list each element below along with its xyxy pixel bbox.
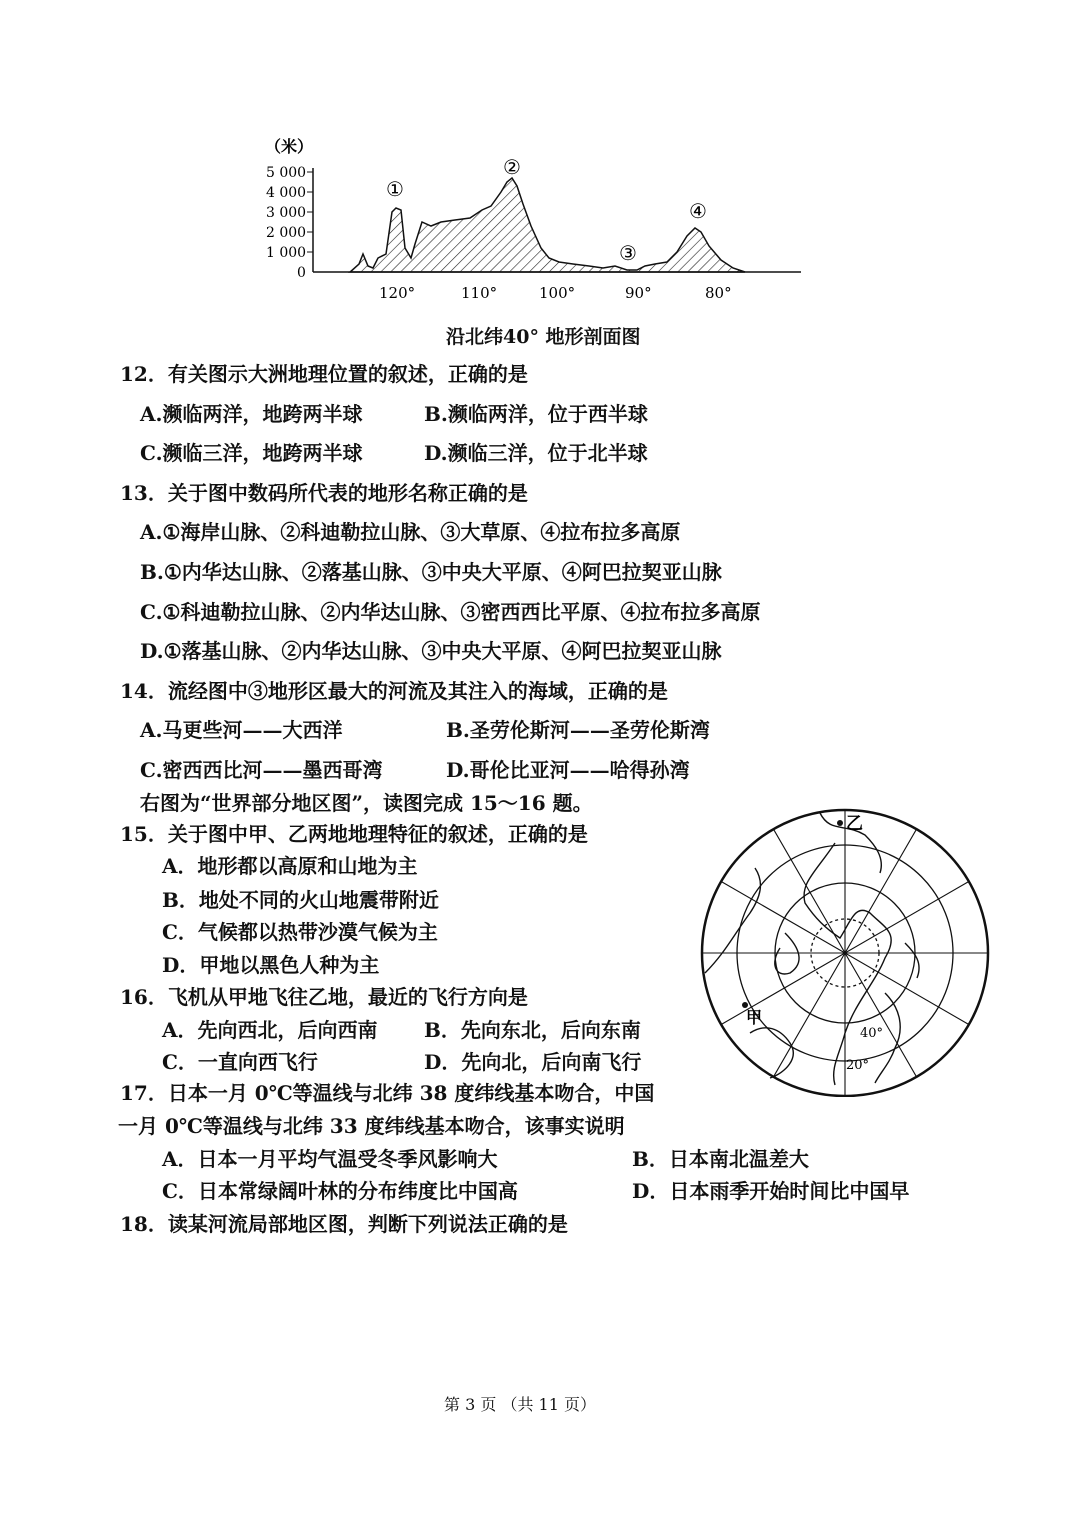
q14-option-c: C.密西西比河——墨西哥湾 xyxy=(140,758,383,782)
x-tick-label: 100° xyxy=(539,284,576,302)
q15-option-d: D．甲地以黑色人种为主 xyxy=(162,953,380,977)
x-tick-label: 110° xyxy=(461,284,498,302)
q15-stem: 15．关于图中甲、乙两地地理特征的叙述，正确的是 xyxy=(120,822,588,846)
y-tick-label: 0 xyxy=(297,265,306,281)
map-point-yi xyxy=(837,820,843,826)
q14-option-a: A.马更些河——大西洋 xyxy=(140,718,343,742)
y-tick-label: 2 000 xyxy=(266,225,307,241)
q15-option-a: A．地形都以高原和山地为主 xyxy=(162,854,418,878)
chart-caption: 沿北纬40° 地形剖面图 xyxy=(446,326,641,348)
q17-stem-line1: 17．日本一月 0℃等温线与北纬 38 度纬线基本吻合，中国 xyxy=(120,1081,655,1105)
q18-stem: 18．读某河流局部地区图，判断下列说法正确的是 xyxy=(120,1212,568,1236)
y-tick-label: 1 000 xyxy=(266,245,307,261)
q13-option-c: C.①科迪勒拉山脉、②内华达山脉、③密西西比平原、④拉布拉多高原 xyxy=(140,600,761,624)
map-label-lat20: 20° xyxy=(846,1058,870,1073)
x-tick-label: 90° xyxy=(625,284,652,302)
x-tick-label: 80° xyxy=(705,284,732,302)
terrain-profile xyxy=(350,178,745,272)
meridians xyxy=(702,810,988,1096)
marker-2: ② xyxy=(503,155,521,179)
map-point-jia xyxy=(742,1002,748,1008)
x-tick-label: 120° xyxy=(379,284,416,302)
q13-option-b: B.①内华达山脉、②落基山脉、③中央大平原、④阿巴拉契亚山脉 xyxy=(140,560,722,584)
map-label-lat40: 40° xyxy=(860,1026,884,1041)
q16-option-c: C．一直向西飞行 xyxy=(162,1050,318,1074)
q17-option-a: A．日本一月平均气温受冬季风影响大 xyxy=(162,1147,498,1171)
q14-option-b: B.圣劳伦斯河——圣劳伦斯湾 xyxy=(446,718,710,742)
map-label-jia: 甲 xyxy=(746,1008,763,1027)
q13-stem: 13．关于图中数码所代表的地形名称正确的是 xyxy=(120,481,528,505)
marker-3: ③ xyxy=(619,241,637,265)
y-ticks xyxy=(266,165,313,281)
y-tick-label: 3 000 xyxy=(266,205,307,221)
q16-option-d: D．先向北，后向南飞行 xyxy=(424,1050,642,1074)
q16-option-a: A．先向西北，后向西南 xyxy=(162,1018,378,1042)
q16-option-b: B．先向东北，后向东南 xyxy=(424,1018,641,1042)
q12-option-b: B.濒临两洋，位于西半球 xyxy=(424,402,648,426)
q17-option-b: B．日本南北温差大 xyxy=(632,1147,809,1171)
page-footer: 第 3 页 （共 11 页） xyxy=(444,1395,596,1414)
y-tick-label: 4 000 xyxy=(266,185,307,201)
y-unit-label: （米） xyxy=(265,137,314,156)
q17-option-d: D．日本雨季开始时间比中国早 xyxy=(632,1179,910,1203)
q17-option-c: C．日本常绿阔叶林的分布纬度比中国高 xyxy=(162,1179,518,1203)
terrain-profile-chart xyxy=(255,130,815,310)
q12-option-d: D.濒临三洋，位于北半球 xyxy=(424,441,648,465)
q16-stem: 16．飞机从甲地飞往乙地，最近的飞行方向是 xyxy=(120,985,528,1009)
q14-option-d: D.哥伦比亚河——哈得孙湾 xyxy=(446,758,690,782)
map-label-yi: 乙 xyxy=(846,814,863,834)
q14-stem: 14．流经图中③地形区最大的河流及其注入的海域，正确的是 xyxy=(120,679,668,703)
q15-option-c: C．气候都以热带沙漠气候为主 xyxy=(162,920,438,944)
q13-option-a: A.①海岸山脉、②科迪勒拉山脉、③大草原、④拉布拉多高原 xyxy=(140,520,681,544)
y-tick-label: 5 000 xyxy=(266,165,307,181)
q13-option-d: D.①落基山脉、②内华达山脉、③中央大平原、④阿巴拉契亚山脉 xyxy=(140,639,722,663)
marker-1: ① xyxy=(386,177,404,201)
marker-4: ④ xyxy=(689,199,707,223)
q15-option-b: B．地处不同的火山地震带附近 xyxy=(162,888,439,912)
section-intro: 右图为“世界部分地区图”，读图完成 15～16 题。 xyxy=(140,791,593,815)
q17-stem-line2: 一月 0℃等温线与北纬 33 度纬线基本吻合，该事实说明 xyxy=(118,1114,625,1138)
q12-option-c: C.濒临三洋，地跨两半球 xyxy=(140,441,363,465)
polar-world-map xyxy=(690,805,1002,1097)
q12-stem: 12．有关图示大洲地理位置的叙述，正确的是 xyxy=(120,362,528,386)
q12-option-a: A.濒临两洋，地跨两半球 xyxy=(140,402,363,426)
